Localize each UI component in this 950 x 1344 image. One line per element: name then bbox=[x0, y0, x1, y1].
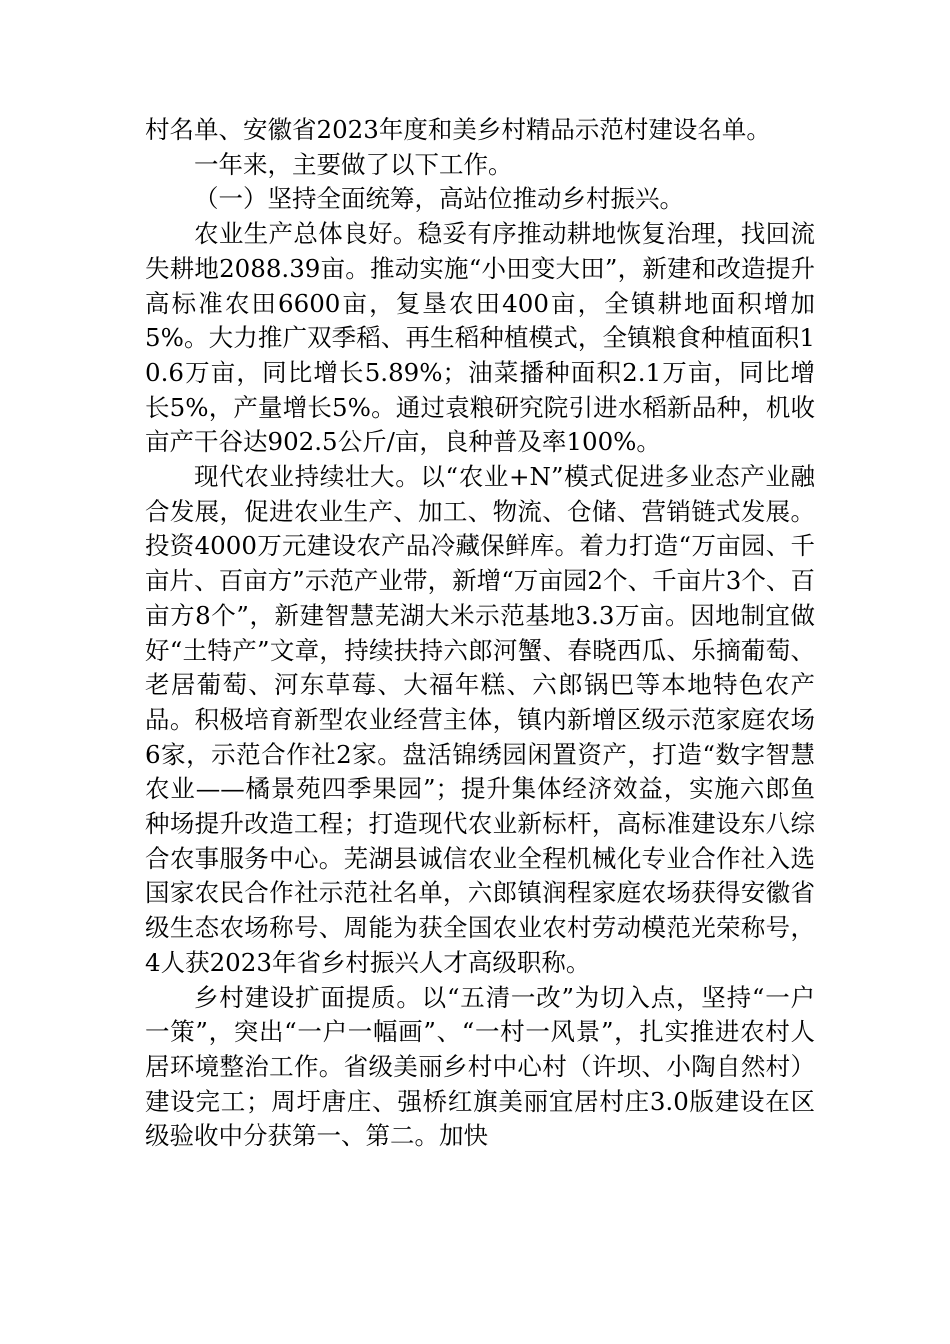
paragraph-continuation: 村名单、安徽省2023年度和美乡村精品示范村建设名单。 bbox=[145, 115, 771, 144]
document-page bbox=[145, 113, 815, 1154]
paragraph-rural-construction: 乡村建设扩面提质。以“五清一改”为切入点，坚持“一户一策”，突出“一户一幅画”、“一村一风景”，扎实推进农村人居环境整治工作。省级美丽乡村中心村（许坝、小陶自然村）建设完工；周圩唐庄、强桥红旗美丽宜居村庄3.0版建设在区级验收中分获第一、第二。加快 bbox=[145, 982, 815, 1151]
section-heading: （一）坚持全面统筹，高站位推动乡村振兴。 bbox=[194, 184, 684, 214]
paragraph-intro: 一年来，主要做了以下工作。 bbox=[194, 149, 513, 179]
paragraph-modern-agriculture: 现代农业持续壮大。以“农业+N”模式促进多业态产业融合发展，促进农业生产、加工、物流、仓储、营销链式发展。投资4000万元建设农产品冷藏保鲜库。着力打造“万亩园、千亩片、百亩方”示范产业带，新增“万亩园2个、千亩片3个、百亩方8个”，新建智慧芜湖大米示范基地3.3万亩。因地制宜做好“土特产”文章，持续扶持六郎河蟹、春晓西瓜、乐摘葡萄、老居葡萄、河东草莓、大福年糕、六郎锅巴等本地特色农产品。积极培育新型农业经营主体，镇内新增区级示范家庭农场6家，示范合作社2家。盘活锦绣园闲置资产，打造“数字智慧农业——橘景苑四季果园”；提升集体经济效益，实施六郎鱼种场提升改造工程；打造现代农业新标杆，高标准建设东八综合农事服务中心。芜湖县诚信农业全程机械化专业合作社入选国家农民合作社示范社名单，六郎镇润程家庭农场获得安徽省级生态农场称号、周能为获全国农业农村劳动模范光荣称号，4人获2023年省乡村振兴人才高级职称。 bbox=[145, 462, 815, 977]
paragraph-agriculture-production: 农业生产总体良好。稳妥有序推动耕地恢复治理，找回流失耕地2088.39亩。推动实施“小田变大田”，新建和改造提升高标准农田6600亩，复垦农田400亩，全镇耕地面积增加5%。大力推广双季稻、再生稻种植模式，全镇粮食种植面积10.6万亩，同比增长5.89%；油菜播种面积2.1万亩，同比增长5%，产量增长5%。通过袁粮研究院引进水稻新品种，机收亩产干谷达902.5公斤/亩，良种普及率100%。 bbox=[145, 219, 815, 457]
